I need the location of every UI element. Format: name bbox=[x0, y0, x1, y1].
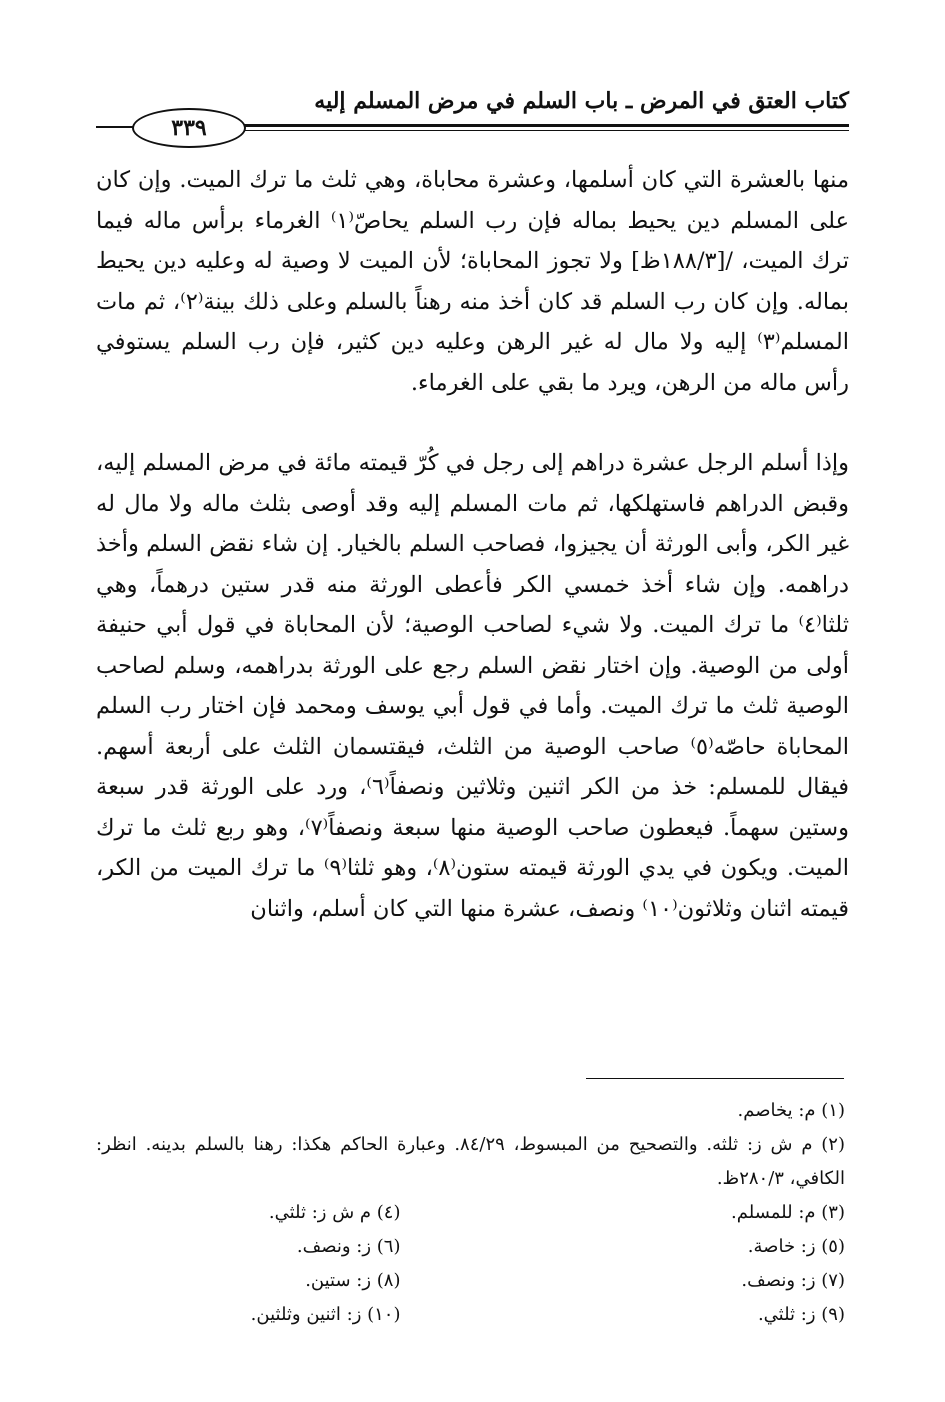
footnote-separator bbox=[586, 1078, 844, 1079]
main-text bbox=[96, 160, 849, 929]
footnote-grid bbox=[96, 1196, 845, 1332]
footnote-1: (١) م: يخاصم. bbox=[737, 1100, 845, 1121]
footnote-8: (٨) ز: ستين. bbox=[305, 1270, 401, 1291]
footnote-10: (١٠) ز: اثنين وثلثين. bbox=[250, 1304, 401, 1325]
footnote-3: (٣) م: للمسلم. bbox=[731, 1202, 845, 1223]
footnotes bbox=[96, 1094, 845, 1332]
paragraph-2: وإذا أسلم الرجل عشرة دراهم إلى رجل في كُرّ قيمته مائة في مرض المسلم إليه، وقبض الدراهم فاستهلكها، ثم مات المسلم إليه وقد أوصى بثلث ماله ولا مال له غير الكر، وأبى الورثة أن يجيزوا، فصاحب السلم بالخيار. إن شاء نقض السلم وأخذ دراهمه. وإن شاء أخذ خمسي الكر فأعطى الورثة منه قدر ستين درهماً، وهي ثلثا⁽٤⁾ ما ترك الميت. ولا شيء لصاحب الوصية؛ لأن المحاباة في قول أبي حنيفة أولى من الوصية. وإن اختار نقض السلم رجع على الورثة بدراهمه، وسلم لصاحب الوصية ثلث ما ترك الميت. وأما في قول أبي يوسف ومحمد فإن اختار رب السلم المحاباة حاصّه⁽٥⁾ صاحب الوصية من الثلث، فيقتسمان الثلث على أربعة أسهم. فيقال للمسلم: خذ من الكر اثنين وثلاثين ونصفاً⁽٦⁾، ورد على الورثة قدر سبعة وستين سهماً. فيعطون صاحب الوصية منها سبعة ونصفاً⁽٧⁾، وهو ربع ثلث ما ترك الميت. ويكون في يدي الورثة قيمته ستون⁽٨⁾، وهو ثلثا⁽٩⁾ ما ترك الميت من الكر، قيمته اثنان وثلاثون⁽١٠⁾ ونصف، عشرة منها التي كان أسلم، واثنان bbox=[96, 450, 850, 922]
header-rule-thick bbox=[216, 124, 849, 127]
header-rule-tail bbox=[96, 126, 136, 128]
page-number: ٣٣٩ bbox=[132, 108, 246, 148]
header-rule-thin bbox=[216, 130, 849, 131]
paragraph-1: منها بالعشرة التي كان أسلمها، وعشرة محاباة، وهي ثلث ما ترك الميت. وإن كان على المسلم دين يحيط بماله فإن رب السلم يحاصّ⁽١⁾ الغرماء برأس ماله فيما ترك الميت، /[١٨٨/٣ظ] ولا تجوز المحاباة؛ لأن الميت لا وصية له وعليه دين يحيط بماله. وإن كان رب السلم قد كان أخذ منه رهناً بالسلم وعلى ذلك بينة⁽٢⁾، ثم مات المسلم⁽٣⁾ إليه ولا مال له غير الرهن وعليه دين كثير، فإن رب السلم يستوفي رأس ماله من الرهن، ويرد ما بقي على الغرماء. bbox=[96, 167, 849, 396]
footnote-4: (٤) م ش ز: ثلثي. bbox=[268, 1202, 401, 1223]
page-header bbox=[96, 84, 849, 144]
footnote-9: (٩) ز: ثلثي. bbox=[757, 1304, 845, 1325]
footnote-7: (٧) ز: ونصف. bbox=[741, 1270, 845, 1291]
footnote-6: (٦) ز: ونصف. bbox=[296, 1236, 401, 1257]
footnote-2: (٢) م ش ز: ثلثه. والتصحيح من المبسوط، ٨٤/٢٩. وعبارة الحاكم هكذا: رهنا بالسلم بدينه. انظر: الكافي، ٢٨٠/٣ظ. bbox=[96, 1134, 845, 1189]
footnote-5: (٥) ز: خاصة. bbox=[747, 1236, 845, 1257]
running-title: كتاب العتق في المرض ـ باب السلم في مرض المسلم إليه bbox=[314, 88, 849, 114]
